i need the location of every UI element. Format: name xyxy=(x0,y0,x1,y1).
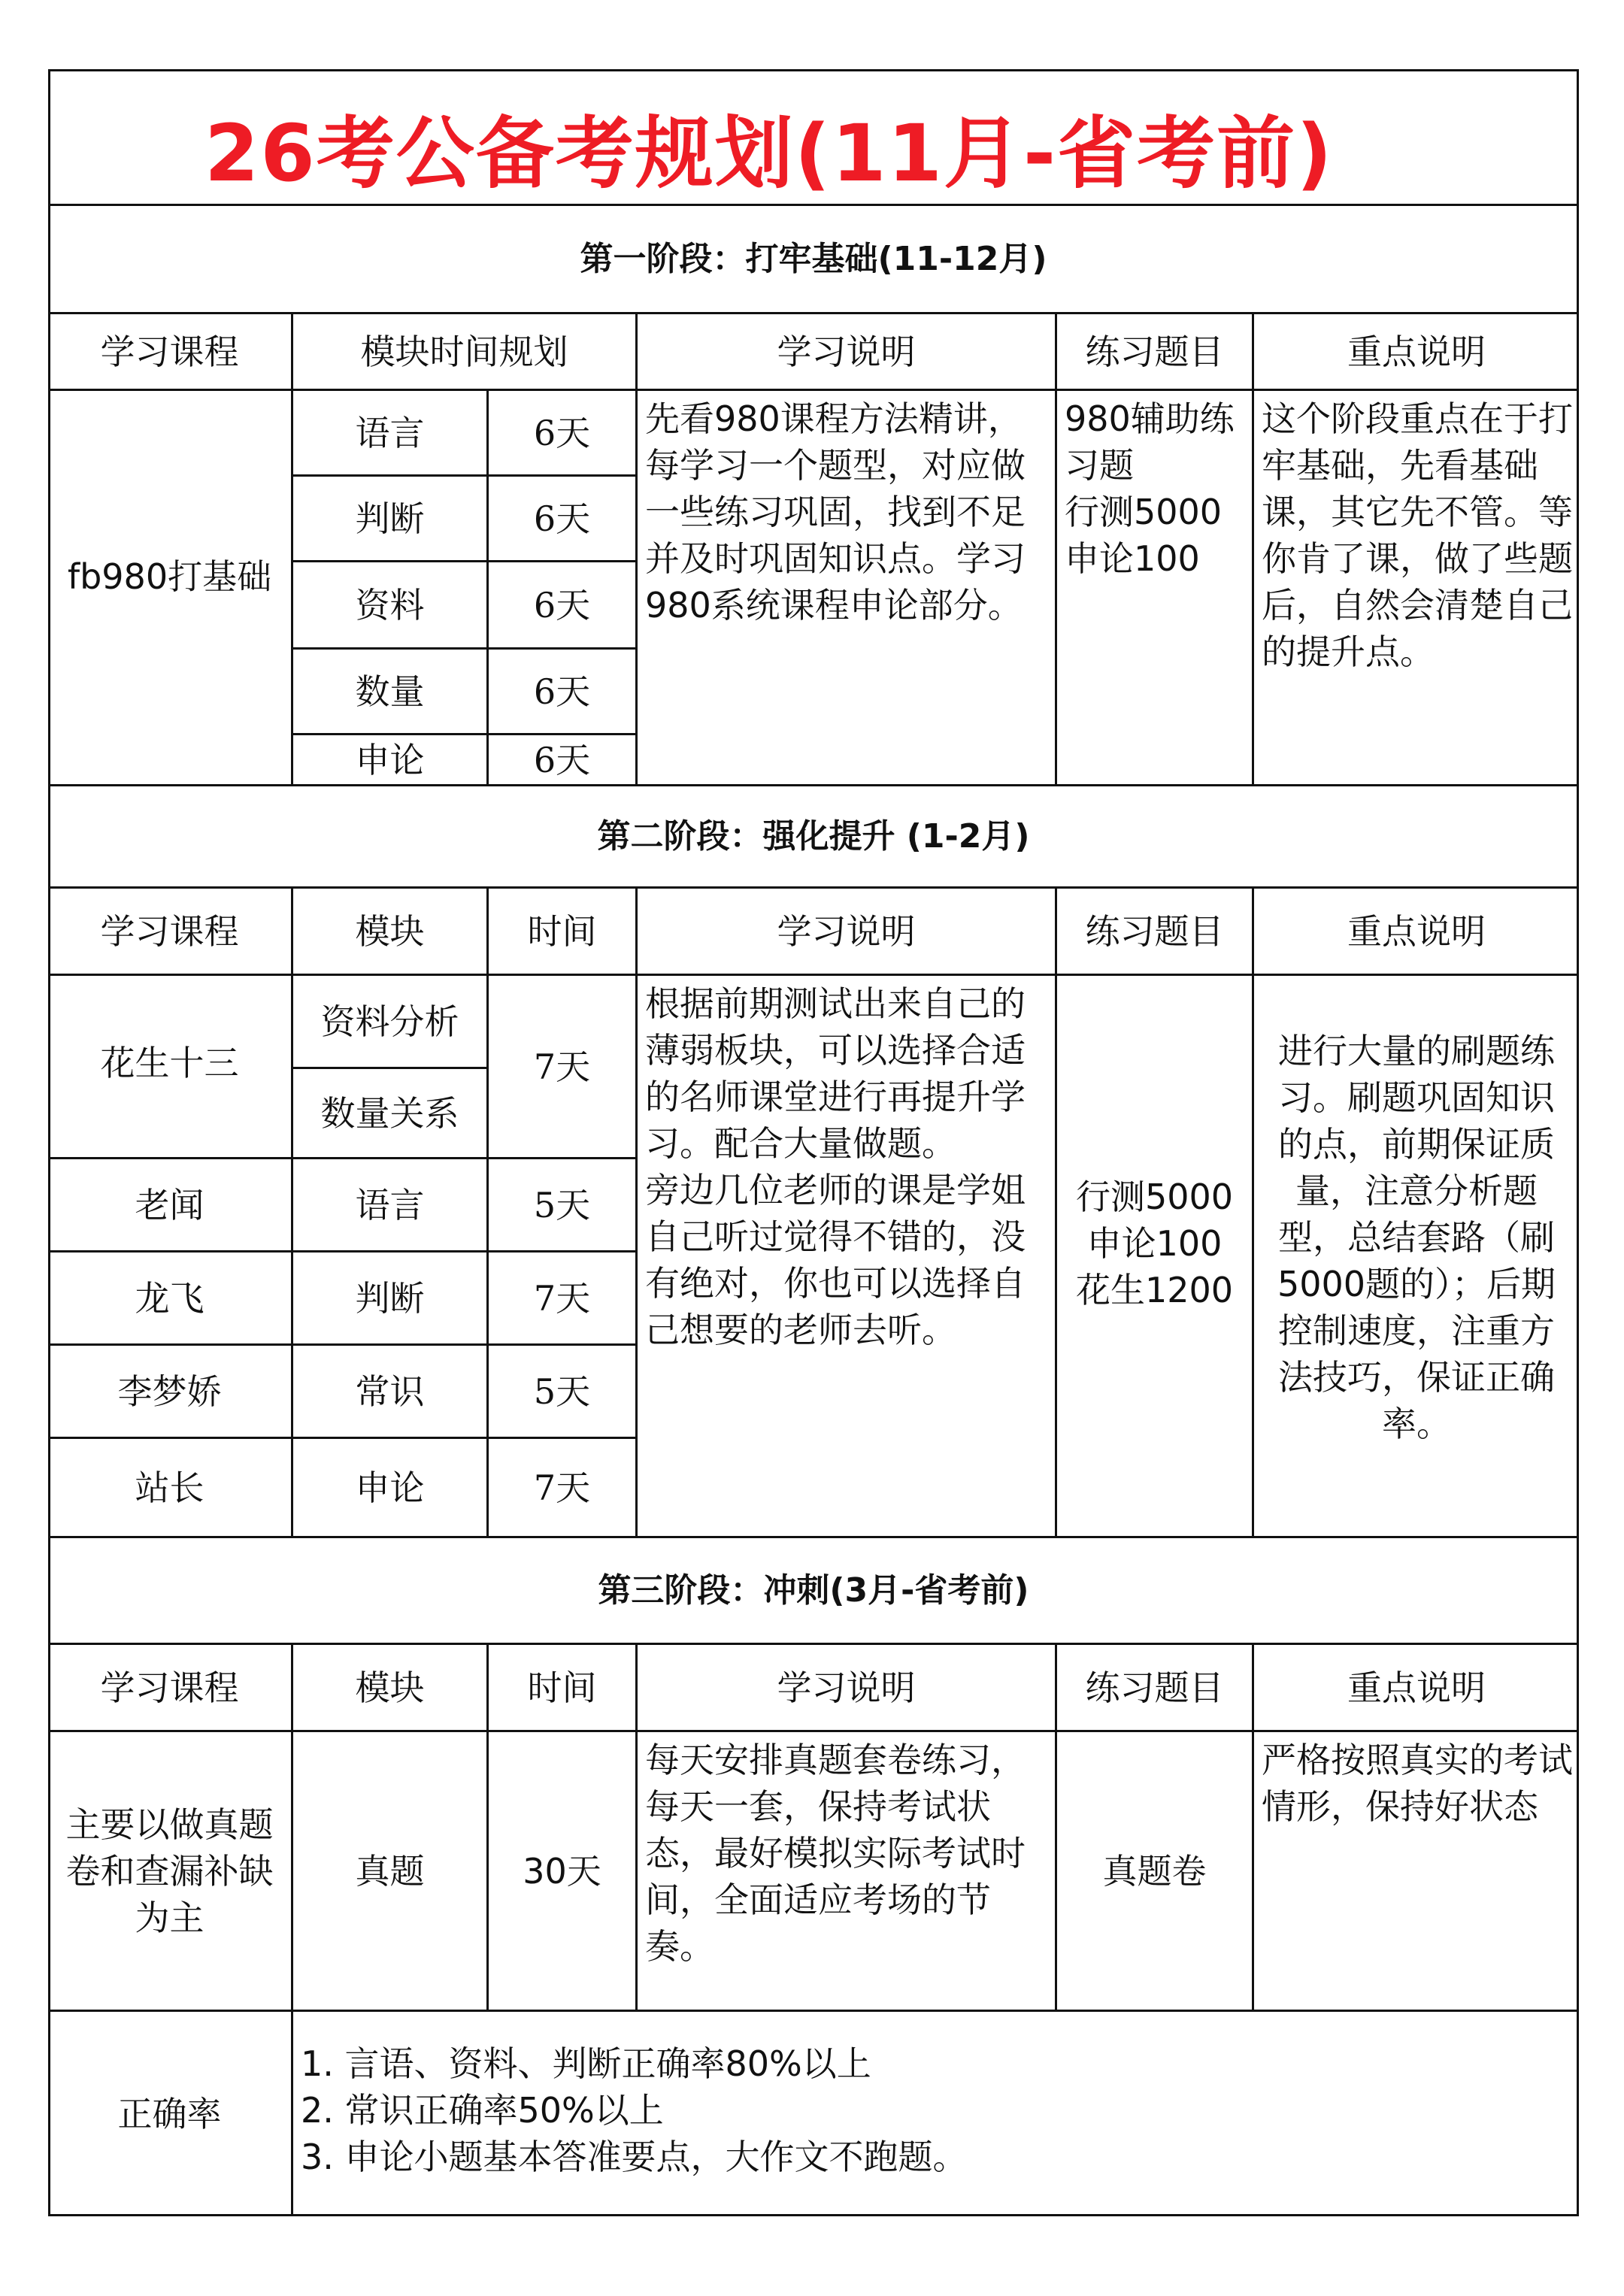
stage1-module: 数量 xyxy=(293,650,489,735)
stage3-course: 主要以做真题卷和查漏补缺为主 xyxy=(48,1732,293,2012)
stage1-practice: 980辅助练习题 行测5000 申论100 xyxy=(1057,391,1254,786)
stage2-days: 5天 xyxy=(489,1346,638,1439)
stage3-col-module: 模块 xyxy=(293,1645,489,1732)
stage2-col-course: 学习课程 xyxy=(48,889,293,976)
stage1-course: fb980打基础 xyxy=(48,391,293,786)
accuracy-item: 3. 申论小题基本答准要点，大作文不跑题。 xyxy=(301,2137,968,2177)
stage1-col-focus: 重点说明 xyxy=(1254,314,1579,391)
stage2-col-description: 学习说明 xyxy=(638,889,1057,976)
stage3-col-time: 时间 xyxy=(489,1645,638,1732)
page-title xyxy=(48,69,1579,206)
stage3-col-focus: 重点说明 xyxy=(1254,1645,1579,1732)
stage1-days: 6天 xyxy=(489,650,638,735)
stage1-col-description: 学习说明 xyxy=(638,314,1057,391)
accuracy-item: 1. 言语、资料、判断正确率80%以上 xyxy=(301,2043,871,2084)
stage2-col-module: 模块 xyxy=(293,889,489,976)
stage3-col-course: 学习课程 xyxy=(48,1645,293,1732)
stage2-module: 判断 xyxy=(293,1253,489,1346)
stage1-col-course: 学习课程 xyxy=(48,314,293,391)
stage2-col-time: 时间 xyxy=(489,889,638,976)
stage3-col-practice: 练习题目 xyxy=(1057,1645,1254,1732)
stage1-module: 判断 xyxy=(293,477,489,562)
stage3-header: 第三阶段：冲刺(3月-省考前) xyxy=(48,1538,1579,1645)
stage1-focus: 这个阶段重点在于打牢基础，先看基础课，其它先不管。等你肯了课，做了些题后，自然会清楚自己的提升点。 xyxy=(1254,391,1579,786)
stage3-practice: 真题卷 xyxy=(1057,1732,1254,2012)
stage3-description: 每天安排真题套卷练习，每天一套，保持考试状态，最好模拟实际考试时间，全面适应考场的节奏。 xyxy=(638,1732,1057,2012)
stage1-days: 6天 xyxy=(489,735,638,786)
stage1-col-practice: 练习题目 xyxy=(1057,314,1254,391)
stage2-teacher: 花生十三 xyxy=(48,976,293,1159)
stage1-module: 申论 xyxy=(293,735,489,786)
accuracy-label: 正确率 xyxy=(48,2012,293,2216)
stage2-header: 第二阶段：强化提升 (1-2月) xyxy=(48,786,1579,889)
stage2-focus: 进行大量的刷题练习。刷题巩固知识的点，前期保证质量，注意分析题型，总结套路（刷5000题的）；后期控制速度，注重方法技巧，保证正确率。 xyxy=(1254,976,1579,1538)
stage1-module: 资料 xyxy=(293,562,489,650)
stage2-col-focus: 重点说明 xyxy=(1254,889,1579,976)
stage2-days: 7天 xyxy=(489,1253,638,1346)
stage2-days: 7天 xyxy=(489,1439,638,1538)
title-text: 26考公备考规划(11月-省考前) xyxy=(205,108,1334,199)
stage3-days: 30天 xyxy=(489,1732,638,2012)
stage1-description: 先看980课程方法精讲，每学习一个题型，对应做一些练习巩固，找到不足并及时巩固知识点。学习980系统课程申论部分。 xyxy=(638,391,1057,786)
stage1-header: 第一阶段：打牢基础(11-12月) xyxy=(48,206,1579,314)
stage1-days: 6天 xyxy=(489,562,638,650)
stage2-module: 资料分析 xyxy=(293,976,489,1069)
stage2-module: 数量关系 xyxy=(293,1069,489,1159)
stage2-teacher: 站长 xyxy=(48,1439,293,1538)
stage2-module: 申论 xyxy=(293,1439,489,1538)
stage1-col-module-time: 模块时间规划 xyxy=(293,314,638,391)
stage2-practice: 行测5000 申论100 花生1200 xyxy=(1057,976,1254,1538)
stage2-days: 7天 xyxy=(489,976,638,1159)
stage2-teacher: 龙飞 xyxy=(48,1253,293,1346)
accuracy-item: 2. 常识正确率50%以上 xyxy=(301,2090,664,2131)
stage2-days: 5天 xyxy=(489,1159,638,1253)
stage1-days: 6天 xyxy=(489,477,638,562)
stage3-focus: 严格按照真实的考试情形，保持好状态 xyxy=(1254,1732,1579,2012)
stage1-days: 6天 xyxy=(489,391,638,477)
stage1-module: 语言 xyxy=(293,391,489,477)
stage2-module: 常识 xyxy=(293,1346,489,1439)
stage2-module: 语言 xyxy=(293,1159,489,1253)
stage2-teacher: 老闻 xyxy=(48,1159,293,1253)
accuracy-list xyxy=(293,2012,1579,2216)
stage2-description: 根据前期测试出来自己的薄弱板块，可以选择合适的名师课堂进行再提升学习。配合大量做题。 旁边几位老师的课是学姐自己听过觉得不错的，没有绝对，你也可以选择自己想要的老师去听。 xyxy=(638,976,1057,1538)
stage3-col-description: 学习说明 xyxy=(638,1645,1057,1732)
stage3-module: 真题 xyxy=(293,1732,489,2012)
stage2-col-practice: 练习题目 xyxy=(1057,889,1254,976)
stage2-teacher: 李梦娇 xyxy=(48,1346,293,1439)
